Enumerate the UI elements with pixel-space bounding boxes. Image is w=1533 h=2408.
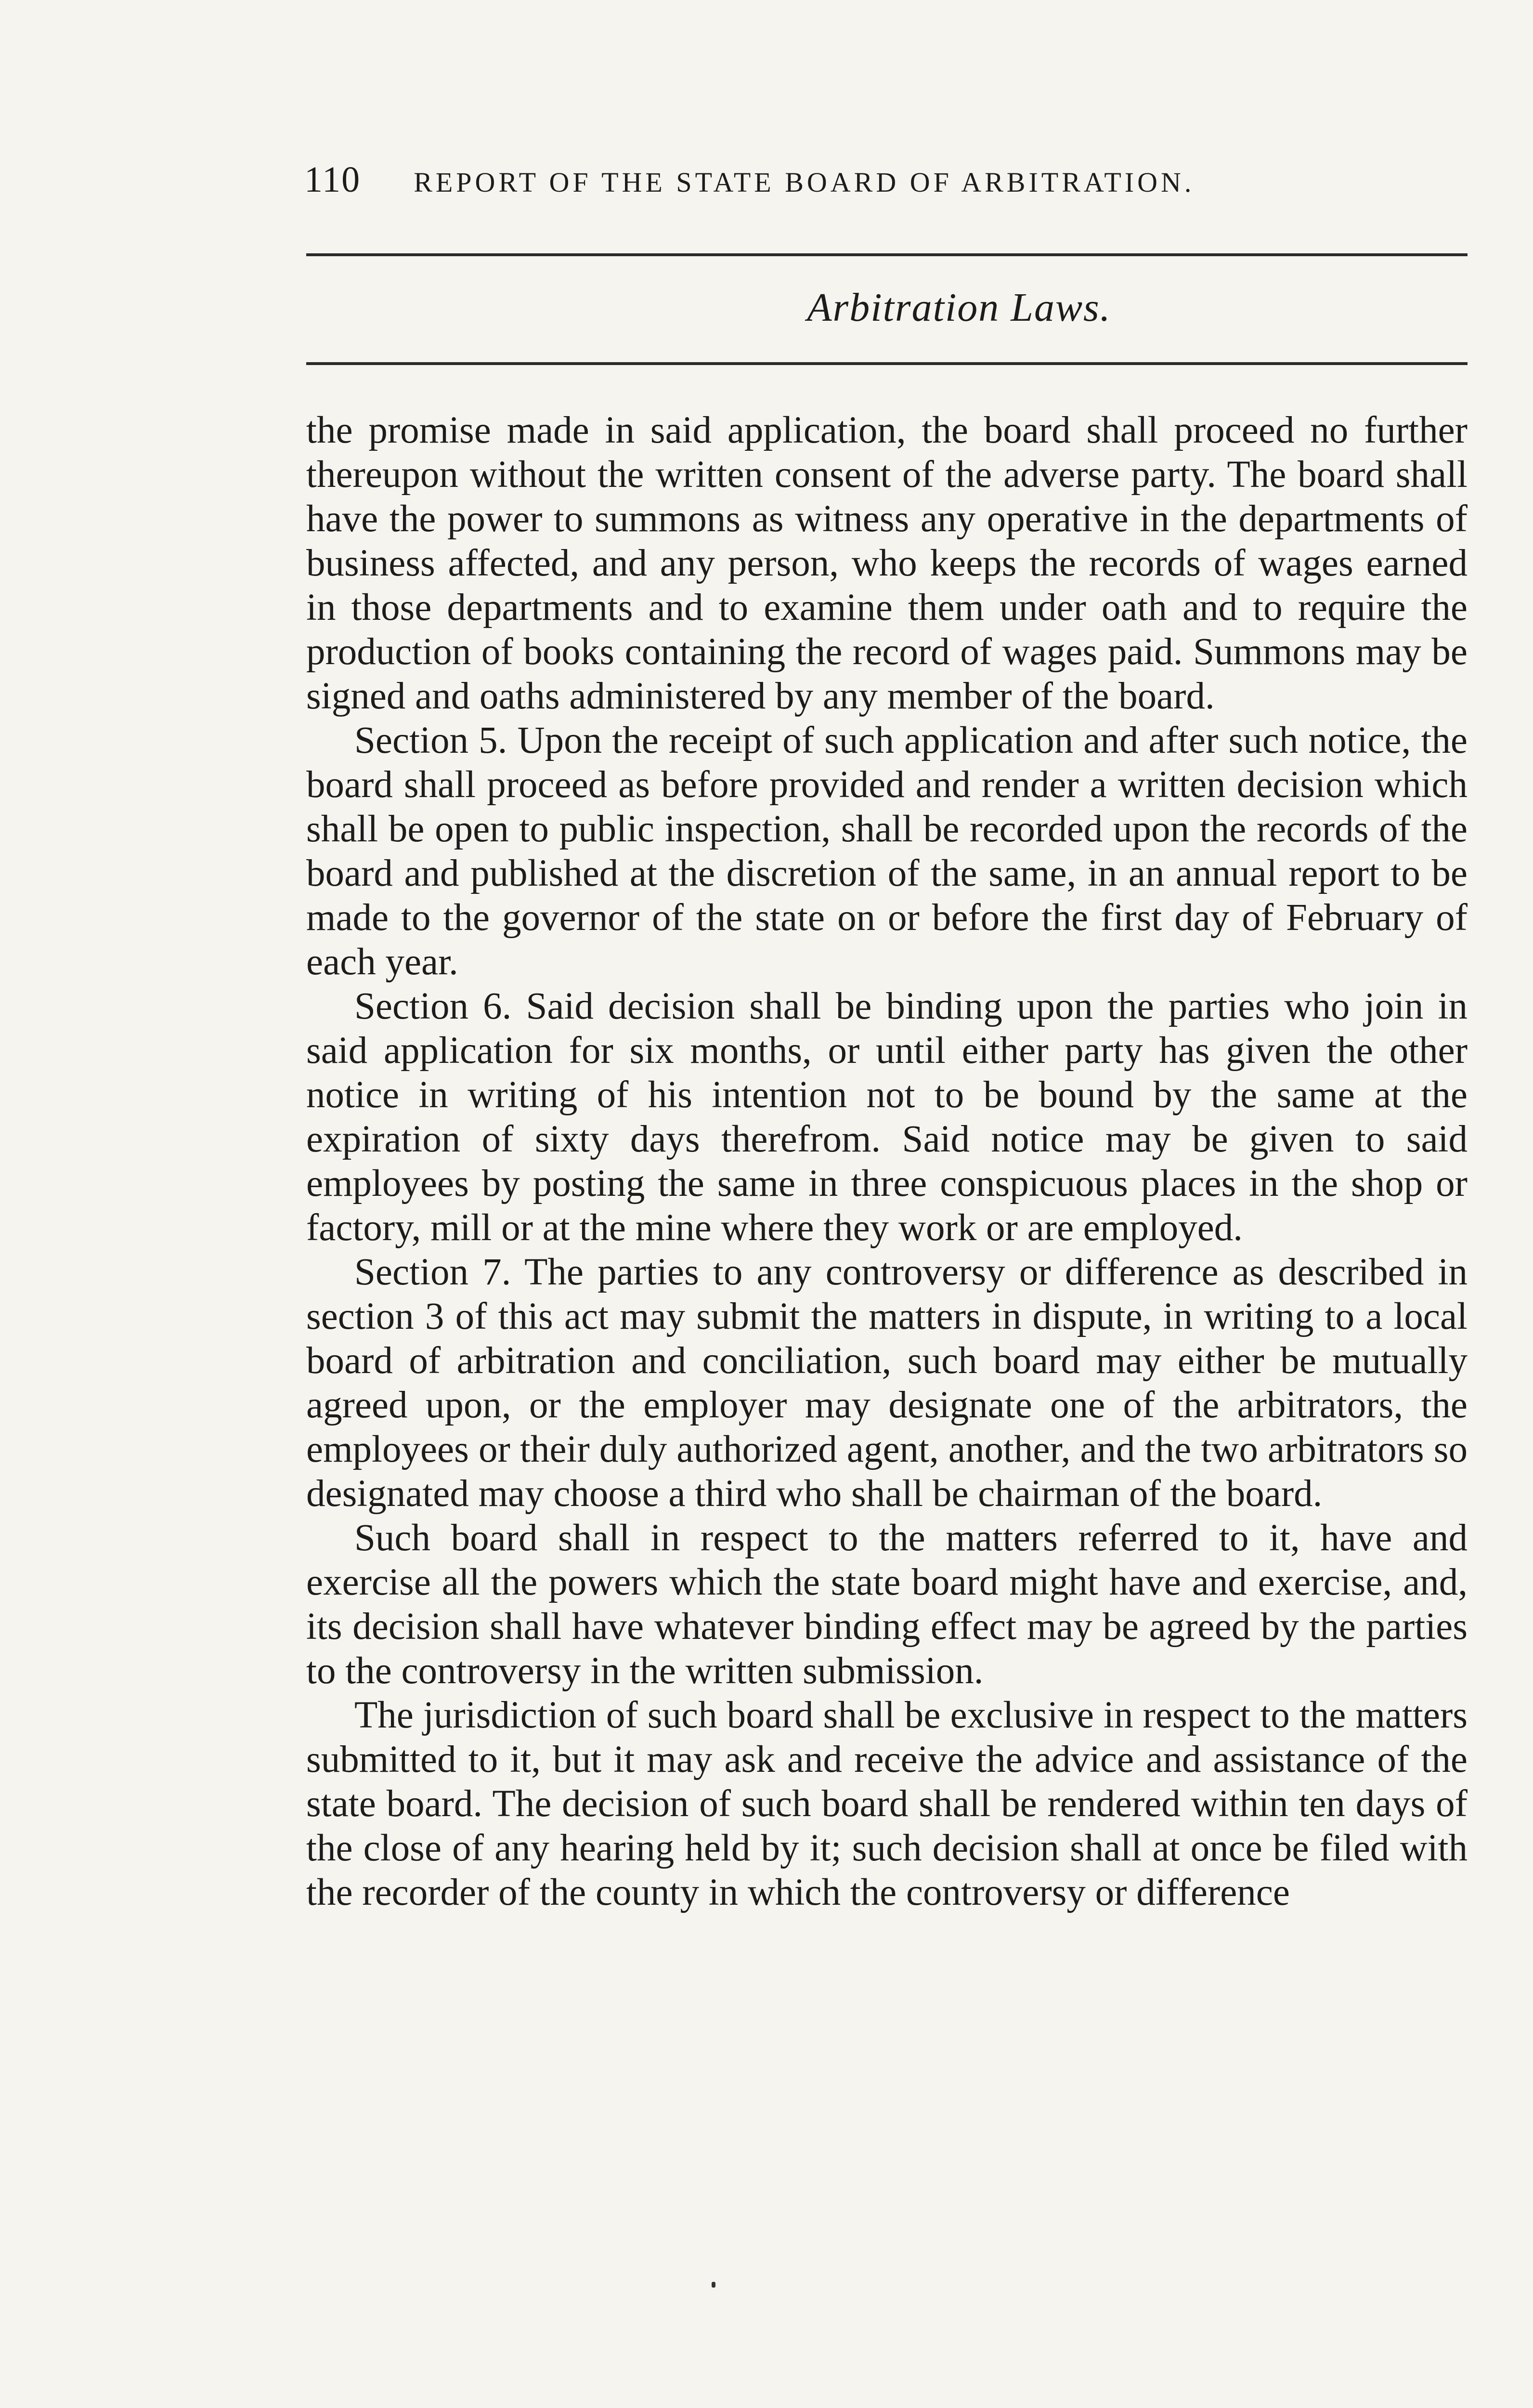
paragraph-section-6: Section 6. Said decision shall be binding upon the parties who join in said application for six months, or until either party has given the other notice in writing of his intention not to be bound by the same at the expiration of sixty days therefrom. Said notice may be given to said employees by posting the same in three conspicuous places in the shop or factory, mill or at the mine where they work or are employed. (306, 985, 1468, 1249)
body-text (306, 408, 1468, 1915)
paragraph-local-board-powers: Such board shall in respect to the matters referred to it, have and exercise all the powers which the state board might have and exercise, and, its decision shall have whatever binding effect may be agreed by the parties to the controversy in the written submission. (306, 1517, 1468, 1692)
header-rule-bottom (306, 362, 1468, 365)
running-head (304, 159, 1469, 202)
paragraph-section-5: Section 5. Upon the receipt of such application and after such notice, the board shall proceed as before provided and render a written decision which shall be open to public inspection, shall be recorded upon the records of the board and published at the discretion of the same, in an annual report to be made to the governor of the state on or before the first day of February of each year. (306, 720, 1468, 983)
page-number: 110 (304, 159, 361, 200)
paragraph-continuation: the promise made in said application, the board shall proceed no further thereupon without the written consent of the adverse party. The board shall have the power to summons as witness any operative in the departments of business affected, and any person, who keeps the records of wages earned in those departments and to examine them under oath and to require the production of books containing the record of wages paid. Summons may be signed and oaths administered by any member of the board. (306, 409, 1468, 717)
ink-speck (712, 2282, 715, 2288)
header-rule-top (306, 253, 1468, 256)
paragraph-jurisdiction: The jurisdiction of such board shall be exclusive in respect to the matters submitted to it, but it may ask and receive the advice and assistance of the state board. The decision of such board shall be rendered within ten days of the close of any hearing held by it; such decision shall at once be filed with the recorder of the county in which the controversy or difference (306, 1694, 1468, 1913)
paragraph-section-7: Section 7. The parties to any controversy or difference as described in section 3 of this act may submit the matters in dispute, in writing to a local board of arbitration and conciliation, such board may either be mutually agreed upon, or the employer may designate one of the arbitrators, the employees or their duly authorized agent, another, and the two arbitrators so designated may choose a third who shall be chairman of the board. (306, 1251, 1468, 1515)
report-title: REPORT OF THE STATE BOARD OF ARBITRATION. (414, 167, 1195, 198)
section-heading: Arbitration Laws. (807, 285, 1111, 330)
